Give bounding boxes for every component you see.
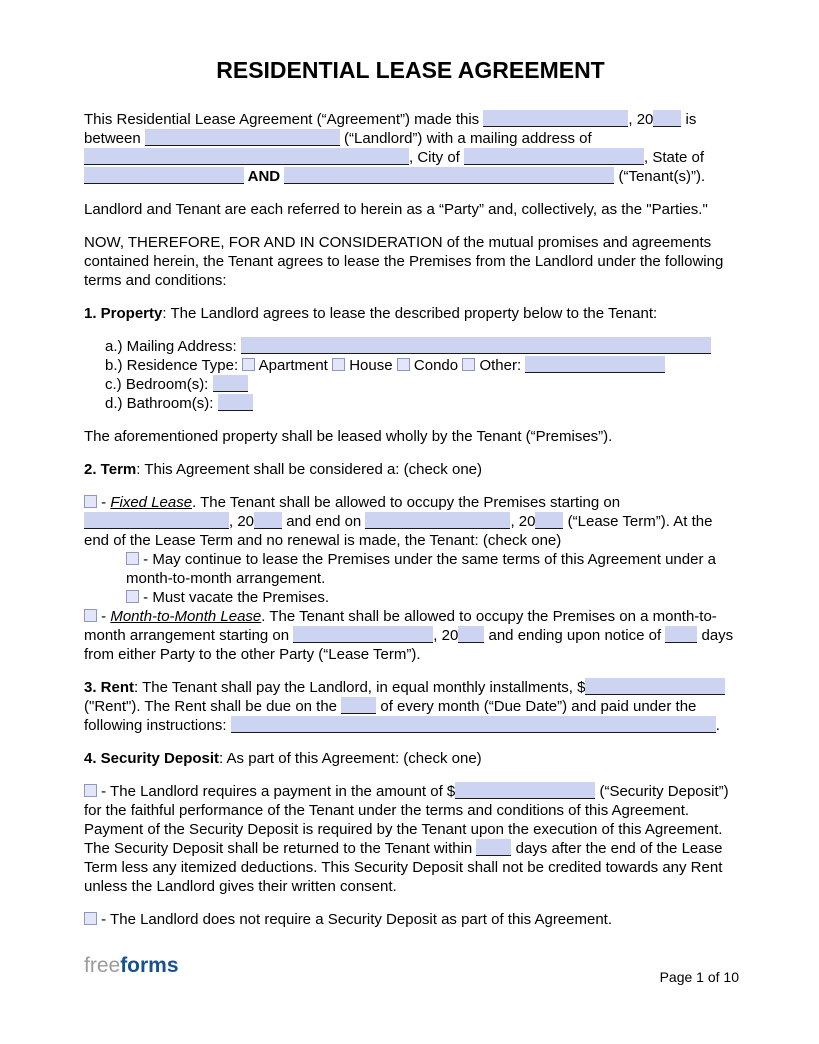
state-field[interactable] [84, 167, 244, 184]
bathrooms-row [105, 394, 737, 413]
made-year-field[interactable] [653, 110, 681, 127]
month-to-month-paragraph [84, 607, 737, 664]
text-segment: . The Tenant shall be allowed to occupy the Premises on a month-to-month arrangement starting on [84, 608, 717, 644]
city-field[interactable] [464, 148, 644, 165]
deposit-required-checkbox[interactable] [84, 784, 97, 797]
text-segment: , State of [644, 149, 705, 166]
parties-paragraph: Landlord and Tenant are each referred to herein as a “Party” and, collectively, as the "Parties." [84, 201, 708, 218]
text-segment: . The Tenant shall be allowed to occupy the Premises starting on [192, 494, 621, 511]
text-segment: of every month (“Due Date”) and paid under the following instructions: [84, 698, 697, 734]
house-checkbox[interactable] [332, 358, 345, 371]
fixed-start-date-field[interactable] [84, 512, 229, 529]
continue-month-to-month-checkbox[interactable] [126, 552, 139, 565]
text-segment: ("Rent"). The Rent shall be due on the [84, 698, 342, 715]
month-to-month-checkbox[interactable] [84, 609, 97, 622]
text-segment: This Residential Lease Agreement (“Agreement”) made this [84, 111, 484, 128]
text-segment: , City of [409, 149, 465, 166]
text-segment: House [345, 357, 397, 374]
text-segment: : This Agreement shall be considered a: (check one) [136, 461, 482, 478]
mailing-address-field[interactable] [241, 337, 711, 354]
text-segment: Apartment [255, 357, 333, 374]
text-segment: (“Lease Term”). At the end of the Lease Term and no renewal is made, the Tenant: (check one) [84, 513, 713, 549]
text-segment: a.) Mailing Address: [105, 338, 241, 355]
text-segment: and ending upon notice of [484, 627, 666, 644]
text-segment: : The Tenant shall pay the Landlord, in equal monthly installments, $ [134, 679, 586, 696]
text-segment: b.) Residence Type: [105, 357, 243, 374]
payment-instructions-field[interactable] [231, 716, 716, 733]
intro-paragraph [84, 110, 737, 186]
text-segment: , 20 [628, 111, 654, 128]
bedrooms-row [105, 375, 737, 394]
text-segment: Condo [409, 357, 463, 374]
section-3-number: 3. Rent [84, 679, 135, 696]
text-segment: , 20 [229, 513, 255, 530]
continue-option [126, 550, 737, 588]
monthly-start-date-field[interactable] [293, 626, 433, 643]
logo-forms-text: forms [120, 954, 179, 977]
property-list [105, 337, 737, 413]
fixed-lease-label: Fixed Lease [110, 494, 193, 511]
premises-note: The aforementioned property shall be leased wholly by the Tenant (“Premises”). [84, 428, 613, 445]
fixed-end-year-field[interactable] [535, 512, 563, 529]
text-segment: . [715, 717, 720, 734]
notice-days-field[interactable] [665, 626, 697, 643]
rent-paragraph [84, 678, 737, 735]
tenant-name-field[interactable] [284, 167, 614, 184]
text-segment: d.) Bathroom(s): [105, 395, 218, 412]
section-4-number: 4. Security Deposit [84, 750, 220, 767]
text-segment: c.) Bedroom(s): [105, 376, 213, 393]
text-segment: (“Security Deposit”) for the faithful performance of the Tenant under the terms and conditions of this Agreement. Payment of the Security Deposit is required by the Tenant upon the execution of this Agreement. The Security Deposit shall be returned to the Tenant within [84, 783, 729, 857]
other-checkbox[interactable] [462, 358, 475, 371]
bathrooms-field[interactable] [218, 394, 253, 411]
text-segment: and end on [282, 513, 366, 530]
section-4-heading [84, 749, 737, 768]
landlord-address-field[interactable] [84, 148, 409, 165]
fixed-lease-checkbox[interactable] [84, 495, 97, 508]
text-segment: - The Landlord does not require a Security Deposit as part of this Agreement. [97, 911, 613, 928]
consideration-paragraph: NOW, THEREFORE, FOR AND IN CONSIDERATION of the mutual promises and agreements contained herein, the Tenant agrees to lease the Premises from the Landlord under the following terms and conditions: [84, 234, 724, 289]
vacate-option [126, 588, 737, 607]
section-2-number: 2. Term [84, 461, 137, 478]
fixed-lease-paragraph [84, 493, 737, 550]
apartment-checkbox[interactable] [242, 358, 255, 371]
section-1-number: 1. Property [84, 305, 163, 322]
text-segment: - The Landlord requires a payment in the amount of $ [97, 783, 456, 800]
other-type-field[interactable] [525, 356, 665, 373]
deposit-required-paragraph [84, 782, 737, 896]
text-segment: , 20 [510, 513, 536, 530]
deposit-return-days-field[interactable] [476, 839, 511, 856]
document-title: RESIDENTIAL LEASE AGREEMENT [216, 57, 605, 83]
made-day-field[interactable] [483, 110, 628, 127]
section-1-heading [84, 304, 737, 323]
text-segment: - [97, 608, 111, 625]
text-segment: - [97, 494, 111, 511]
landlord-name-field[interactable] [145, 129, 340, 146]
text-segment: , 20 [433, 627, 459, 644]
bedrooms-field[interactable] [213, 375, 248, 392]
fixed-start-year-field[interactable] [254, 512, 282, 529]
freeforms-logo [84, 954, 179, 978]
text-segment: - Must vacate the Premises. [139, 589, 330, 606]
section-2-heading [84, 460, 737, 479]
no-deposit-paragraph [84, 910, 737, 929]
monthly-start-year-field[interactable] [458, 626, 484, 643]
text-segment: days after the end of the Lease Term less any itemized deductions. This Security Deposit shall not be credited towards any Rent unless the Landlord gives their written consent. [84, 840, 723, 895]
text-segment: (“Tenant(s)”). [614, 168, 706, 185]
text-segment: Other: [475, 357, 526, 374]
text-segment: days from either Party to the other Party (“Lease Term”). [84, 627, 734, 663]
text-segment: : The Landlord agrees to lease the described property below to the Tenant: [162, 305, 658, 322]
must-vacate-checkbox[interactable] [126, 590, 139, 603]
fixed-end-date-field[interactable] [365, 512, 510, 529]
mailing-address-row [105, 337, 737, 356]
rent-amount-field[interactable] [585, 678, 725, 695]
residence-type-row [105, 356, 737, 375]
text-segment: is between [84, 111, 697, 147]
deposit-amount-field[interactable] [455, 782, 595, 799]
text-segment: - May continue to lease the Premises under the same terms of this Agreement under a month-to-month arrangement. [126, 551, 716, 587]
no-deposit-checkbox[interactable] [84, 912, 97, 925]
condo-checkbox[interactable] [397, 358, 410, 371]
and-conjunction: AND [244, 168, 285, 185]
text-segment: : As part of this Agreement: (check one) [219, 750, 482, 767]
rent-due-day-field[interactable] [341, 697, 376, 714]
month-to-month-label: Month-to-Month Lease [110, 608, 262, 625]
text-segment: (“Landlord”) with a mailing address of [339, 130, 592, 147]
logo-free-text: free [84, 954, 121, 977]
page-footer [84, 954, 739, 987]
page-number: Page 1 of 10 [659, 969, 739, 985]
